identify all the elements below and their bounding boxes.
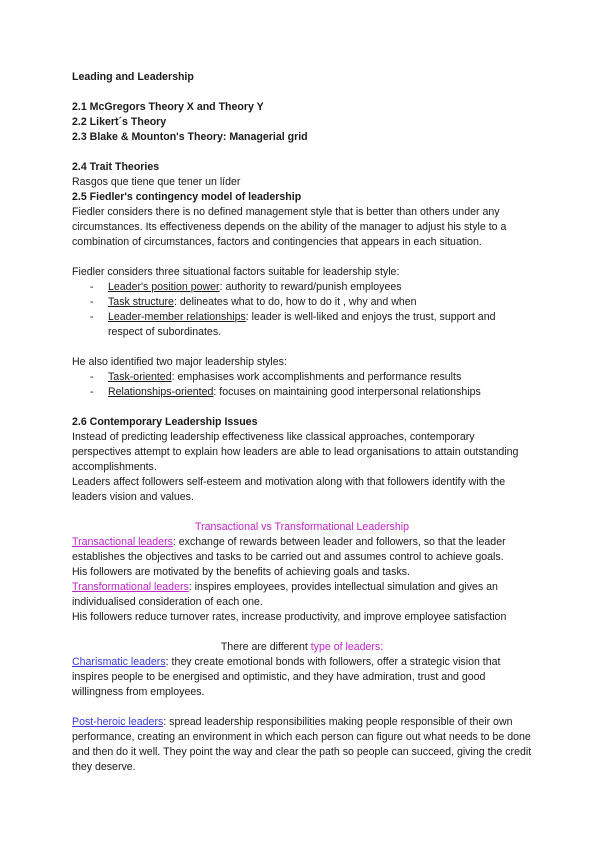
charismatic-paragraph xyxy=(72,655,532,700)
fiedler-factors-intro: Fiedler considers three situational factors suitable for leadership style: xyxy=(72,266,400,278)
factor-term: Leader-member relationships xyxy=(108,311,246,323)
document-body xyxy=(72,70,532,775)
transformational-term: Transformational leaders xyxy=(72,581,189,593)
trans-heading: Transactional vs Transformational Leadership xyxy=(195,521,409,533)
types-heading xyxy=(72,640,532,655)
fiedler-styles-list xyxy=(72,370,532,400)
list-item xyxy=(72,280,532,295)
postheroic-term: Post-heroic leaders xyxy=(72,716,164,728)
document-title: Leading and Leadership xyxy=(72,71,194,83)
list-item xyxy=(72,295,532,310)
types-heading-highlight: type of leaders: xyxy=(310,641,384,653)
types-heading-prefix: There are different xyxy=(220,641,311,653)
transactional-followers: His followers are motivated by the benefits of achieving goals and tasks. xyxy=(72,566,411,578)
heading-2-6: 2.6 Contemporary Leadership Issues xyxy=(72,416,258,428)
style-term: Relationships-oriented xyxy=(108,386,214,398)
charismatic-desc: : they create emotional bonds with followers, offer a strategic vision that inspires people to be energised and optimistic, and they have admiration, trust and good willingness from employees. xyxy=(72,656,501,698)
transactional-term: Transactional leaders xyxy=(72,536,173,548)
heading-2-4: 2.4 Trait Theories xyxy=(72,161,160,173)
trait-theories-text: Rasgos que tiene que tener un líder xyxy=(72,176,241,188)
list-item xyxy=(72,310,532,340)
heading-2-3: 2.3 Blake & Mounton's Theory: Managerial grid xyxy=(72,131,308,143)
factor-term: Leader's position power xyxy=(108,281,220,293)
fiedler-styles-intro: He also identified two major leadership styles: xyxy=(72,356,287,368)
style-desc: : emphasises work accomplishments and performance results xyxy=(171,371,462,383)
transactional-desc: : exchange of rewards between leader and followers, so that the leader establishes the objectives and tasks to be carried out and assumes control to achieve goals. xyxy=(72,536,506,563)
transformational-followers: His followers reduce turnover rates, increase productivity, and improve employee satisfaction xyxy=(72,611,507,623)
postheroic-paragraph xyxy=(72,715,532,775)
postheroic-desc: : spread leadership responsibilities making people responsible of their own performance, creating an environment in which each person can figure out what needs to be done and then do it well. They point the way and clear the path so people can succeed, giving the credit they deserve. xyxy=(72,716,532,773)
factor-desc: : authority to reward/punish employees xyxy=(219,281,402,293)
factor-term: Task structure xyxy=(108,296,174,308)
heading-2-1: 2.1 McGregors Theory X and Theory Y xyxy=(72,101,264,113)
factor-desc: : leader is well-liked and enjoys the trust, support and respect of subordinates. xyxy=(108,311,496,338)
contemporary-p2: Leaders affect followers self-esteem and motivation along with that followers identify with the leaders vision and values. xyxy=(72,476,506,503)
transformational-desc: : inspires employees, provides intellectual simulation and gives an individualised consideration of each one. xyxy=(72,581,498,608)
factor-desc: : delineates what to do, how to do it , why and when xyxy=(173,296,417,308)
fiedler-intro: Fiedler considers there is no defined management style that is better than others under any circumstances. Its effectiveness depends on the ability of the manager to adjust his style to a combination of circumstances, factors and contingencies that appears in each situation. xyxy=(72,206,507,248)
style-term: Task-oriented xyxy=(108,371,172,383)
list-item xyxy=(72,385,532,400)
heading-2-2: 2.2 Likert´s Theory xyxy=(72,116,167,128)
transformational-paragraph xyxy=(72,580,532,610)
contemporary-p1: Instead of predicting leadership effectiveness like classical approaches, contemporary perspectives attempt to explain how leaders are able to lead organisations to attain outstanding accomplishments. xyxy=(72,431,519,473)
transactional-paragraph xyxy=(72,535,532,565)
list-item xyxy=(72,370,532,385)
heading-2-5: 2.5 Fiedler's contingency model of leadership xyxy=(72,191,302,203)
charismatic-term: Charismatic leaders xyxy=(72,656,166,668)
style-desc: : focuses on maintaining good interpersonal relationships xyxy=(213,386,481,398)
fiedler-factors-list xyxy=(72,280,532,340)
